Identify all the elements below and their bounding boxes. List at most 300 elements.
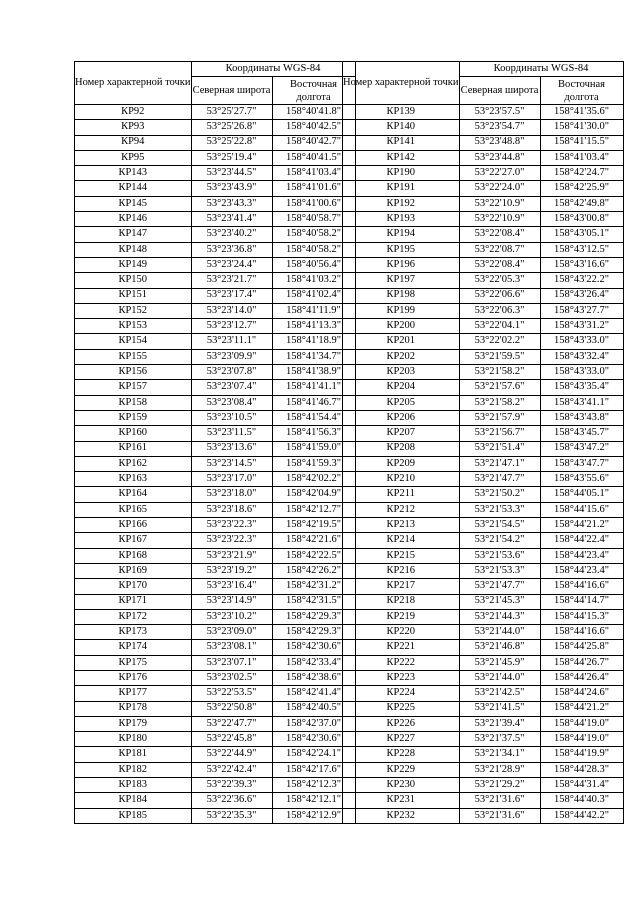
point-number-cell: КР152 — [75, 303, 192, 318]
table-row — [343, 380, 624, 395]
point-number-cell: КР231 — [343, 793, 460, 808]
longitude-cell: 158°44'16.6" — [540, 579, 623, 594]
table-row — [343, 456, 624, 471]
table-row — [343, 808, 624, 823]
table-row — [343, 395, 624, 410]
point-number-cell: КР223 — [343, 670, 460, 685]
point-number-cell: КР170 — [75, 579, 192, 594]
longitude-cell: 158°42'22.5" — [272, 548, 355, 563]
longitude-cell: 158°40'41.8" — [272, 105, 355, 120]
table-row — [75, 625, 356, 640]
longitude-cell: 158°42'19.5" — [272, 518, 355, 533]
point-number-cell: КР149 — [75, 257, 192, 272]
table-row — [343, 365, 624, 380]
latitude-cell: 53°25'19.4" — [191, 150, 272, 165]
point-number-cell: КР222 — [343, 655, 460, 670]
latitude-cell: 53°23'10.5" — [191, 410, 272, 425]
latitude-cell: 53°21'47.1" — [459, 456, 540, 471]
point-number-cell: КР151 — [75, 288, 192, 303]
table-row — [75, 135, 356, 150]
point-number-cell: КР232 — [343, 808, 460, 823]
latitude-cell: 53°22'04.1" — [459, 319, 540, 334]
point-number-cell: КР193 — [343, 212, 460, 227]
header-coordinates: Координаты WGS-84 — [191, 62, 355, 77]
latitude-cell: 53°21'34.1" — [459, 747, 540, 762]
point-number-cell: КР194 — [343, 227, 460, 242]
longitude-cell: 158°41'03.4" — [540, 150, 623, 165]
point-number-cell: КР211 — [343, 487, 460, 502]
longitude-cell: 158°40'58.2" — [272, 242, 355, 257]
longitude-cell: 158°41'59.3" — [272, 456, 355, 471]
latitude-cell: 53°21'28.9" — [459, 762, 540, 777]
header-coordinates: Координаты WGS-84 — [459, 62, 623, 77]
longitude-cell: 158°41'02.4" — [272, 288, 355, 303]
point-number-cell: КР163 — [75, 472, 192, 487]
longitude-cell: 158°43'43.8" — [540, 410, 623, 425]
longitude-cell: 158°43'12.5" — [540, 242, 623, 257]
latitude-cell: 53°22'27.0" — [459, 166, 540, 181]
latitude-cell: 53°22'53.5" — [191, 686, 272, 701]
table-row — [75, 778, 356, 793]
longitude-cell: 158°41'15.5" — [540, 135, 623, 150]
table-row — [343, 793, 624, 808]
point-number-cell: КР230 — [343, 778, 460, 793]
table-row — [343, 242, 624, 257]
table-row — [75, 716, 356, 731]
latitude-cell: 53°23'10.2" — [191, 609, 272, 624]
table-row — [343, 135, 624, 150]
table-row — [75, 196, 356, 211]
point-number-cell: КР162 — [75, 456, 192, 471]
table-row — [343, 518, 624, 533]
longitude-cell: 158°43'45.7" — [540, 426, 623, 441]
longitude-cell: 158°42'30.6" — [272, 732, 355, 747]
longitude-cell: 158°44'15.3" — [540, 609, 623, 624]
table-row — [343, 120, 624, 135]
latitude-cell: 53°21'57.6" — [459, 380, 540, 395]
latitude-cell: 53°21'29.2" — [459, 778, 540, 793]
point-number-cell: КР206 — [343, 410, 460, 425]
point-number-cell: КР183 — [75, 778, 192, 793]
point-number-cell: КР141 — [343, 135, 460, 150]
latitude-cell: 53°23'21.9" — [191, 548, 272, 563]
table-row — [75, 334, 356, 349]
table-row — [343, 686, 624, 701]
point-number-cell: КР190 — [343, 166, 460, 181]
table-row — [75, 257, 356, 272]
table-row — [75, 242, 356, 257]
point-number-cell: КР191 — [343, 181, 460, 196]
longitude-cell: 158°43'26.4" — [540, 288, 623, 303]
table-row — [75, 609, 356, 624]
point-number-cell: КР220 — [343, 625, 460, 640]
latitude-cell: 53°22'24.0" — [459, 181, 540, 196]
longitude-cell: 158°43'55.6" — [540, 472, 623, 487]
latitude-cell: 53°23'14.9" — [191, 594, 272, 609]
latitude-cell: 53°23'22.3" — [191, 533, 272, 548]
table-row — [75, 120, 356, 135]
point-number-cell: КР148 — [75, 242, 192, 257]
table-row — [343, 533, 624, 548]
longitude-cell: 158°41'01.6" — [272, 181, 355, 196]
latitude-cell: 53°23'13.6" — [191, 441, 272, 456]
table-row — [343, 732, 624, 747]
latitude-cell: 53°25'26.8" — [191, 120, 272, 135]
longitude-cell: 158°43'33.0" — [540, 365, 623, 380]
point-number-cell: КР229 — [343, 762, 460, 777]
longitude-cell: 158°43'00.8" — [540, 212, 623, 227]
table-row — [75, 594, 356, 609]
point-number-cell: КР182 — [75, 762, 192, 777]
longitude-cell: 158°43'16.6" — [540, 257, 623, 272]
point-number-cell: КР171 — [75, 594, 192, 609]
latitude-cell: 53°21'59.5" — [459, 349, 540, 364]
latitude-cell: 53°23'41.4" — [191, 212, 272, 227]
longitude-cell: 158°44'25.8" — [540, 640, 623, 655]
header-latitude: Северная широта — [191, 77, 272, 105]
table-row — [343, 349, 624, 364]
latitude-cell: 53°21'42.5" — [459, 686, 540, 701]
table-row — [75, 150, 356, 165]
latitude-cell: 53°21'53.3" — [459, 502, 540, 517]
table-body-right — [343, 105, 624, 824]
point-number-cell: КР199 — [343, 303, 460, 318]
latitude-cell: 53°23'19.2" — [191, 563, 272, 578]
table-row — [343, 655, 624, 670]
latitude-cell: 53°21'47.7" — [459, 472, 540, 487]
latitude-cell: 53°21'45.3" — [459, 594, 540, 609]
longitude-cell: 158°41'54.4" — [272, 410, 355, 425]
point-number-cell: КР212 — [343, 502, 460, 517]
longitude-cell: 158°42'21.6" — [272, 533, 355, 548]
point-number-cell: КР143 — [75, 166, 192, 181]
point-number-cell: КР184 — [75, 793, 192, 808]
table-row — [75, 456, 356, 471]
longitude-cell: 158°40'42.7" — [272, 135, 355, 150]
table-row — [75, 319, 356, 334]
latitude-cell: 53°23'17.0" — [191, 472, 272, 487]
table-row — [343, 166, 624, 181]
point-number-cell: КР160 — [75, 426, 192, 441]
latitude-cell: 53°22'08.7" — [459, 242, 540, 257]
table-row — [75, 105, 356, 120]
latitude-cell: 53°21'56.7" — [459, 426, 540, 441]
table-row — [343, 196, 624, 211]
latitude-cell: 53°23'07.1" — [191, 655, 272, 670]
table-row — [343, 410, 624, 425]
point-number-cell: КР201 — [343, 334, 460, 349]
longitude-cell: 158°44'19.0" — [540, 716, 623, 731]
latitude-cell: 53°21'45.9" — [459, 655, 540, 670]
point-number-cell: КР145 — [75, 196, 192, 211]
longitude-cell: 158°42'24.7" — [540, 166, 623, 181]
longitude-cell: 158°44'23.4" — [540, 548, 623, 563]
longitude-cell: 158°43'22.2" — [540, 273, 623, 288]
latitude-cell: 53°21'44.0" — [459, 670, 540, 685]
latitude-cell: 53°23'18.6" — [191, 502, 272, 517]
longitude-cell: 158°42'49.8" — [540, 196, 623, 211]
longitude-cell: 158°41'03.4" — [272, 166, 355, 181]
longitude-cell: 158°43'47.2" — [540, 441, 623, 456]
latitude-cell: 53°23'09.0" — [191, 625, 272, 640]
latitude-cell: 53°21'51.4" — [459, 441, 540, 456]
latitude-cell: 53°21'44.0" — [459, 625, 540, 640]
latitude-cell: 53°21'37.5" — [459, 732, 540, 747]
header-longitude: Восточная долгота — [540, 77, 623, 105]
longitude-cell: 158°44'14.7" — [540, 594, 623, 609]
point-number-cell: КР92 — [75, 105, 192, 120]
table-row — [343, 441, 624, 456]
latitude-cell: 53°23'07.8" — [191, 365, 272, 380]
latitude-cell: 53°23'44.5" — [191, 166, 272, 181]
table-row — [75, 518, 356, 533]
point-number-cell: КР142 — [343, 150, 460, 165]
table-row — [343, 747, 624, 762]
point-number-cell: КР224 — [343, 686, 460, 701]
longitude-cell: 158°44'40.3" — [540, 793, 623, 808]
latitude-cell: 53°23'40.2" — [191, 227, 272, 242]
table-row — [343, 212, 624, 227]
longitude-cell: 158°41'18.9" — [272, 334, 355, 349]
table-row — [75, 579, 356, 594]
point-number-cell: КР94 — [75, 135, 192, 150]
latitude-cell: 53°22'10.9" — [459, 196, 540, 211]
longitude-cell: 158°42'12.9" — [272, 808, 355, 823]
longitude-cell: 158°43'41.1" — [540, 395, 623, 410]
point-number-cell: КР215 — [343, 548, 460, 563]
point-number-cell: КР208 — [343, 441, 460, 456]
longitude-cell: 158°42'40.5" — [272, 701, 355, 716]
point-number-cell: КР146 — [75, 212, 192, 227]
point-number-cell: КР198 — [343, 288, 460, 303]
latitude-cell: 53°22'47.7" — [191, 716, 272, 731]
longitude-cell: 158°43'05.1" — [540, 227, 623, 242]
latitude-cell: 53°22'42.4" — [191, 762, 272, 777]
longitude-cell: 158°42'31.2" — [272, 579, 355, 594]
table-row — [75, 303, 356, 318]
table-row — [343, 273, 624, 288]
latitude-cell: 53°23'43.9" — [191, 181, 272, 196]
longitude-cell: 158°42'02.2" — [272, 472, 355, 487]
point-number-cell: КР180 — [75, 732, 192, 747]
longitude-cell: 158°42'41.4" — [272, 686, 355, 701]
table-row — [343, 426, 624, 441]
longitude-cell: 158°44'16.6" — [540, 625, 623, 640]
latitude-cell: 53°21'47.7" — [459, 579, 540, 594]
latitude-cell: 53°22'50.8" — [191, 701, 272, 716]
point-number-cell: КР150 — [75, 273, 192, 288]
longitude-cell: 158°40'58.7" — [272, 212, 355, 227]
point-number-cell: КР165 — [75, 502, 192, 517]
point-number-cell: КР210 — [343, 472, 460, 487]
longitude-cell: 158°44'42.2" — [540, 808, 623, 823]
latitude-cell: 53°23'48.8" — [459, 135, 540, 150]
point-number-cell: КР202 — [343, 349, 460, 364]
longitude-cell: 158°44'24.6" — [540, 686, 623, 701]
latitude-cell: 53°23'14.5" — [191, 456, 272, 471]
longitude-cell: 158°43'47.7" — [540, 456, 623, 471]
longitude-cell: 158°44'05.1" — [540, 487, 623, 502]
longitude-cell: 158°42'04.9" — [272, 487, 355, 502]
point-number-cell: КР174 — [75, 640, 192, 655]
table-row — [75, 487, 356, 502]
point-number-cell: КР158 — [75, 395, 192, 410]
point-number-cell: КР139 — [343, 105, 460, 120]
table-row — [343, 257, 624, 272]
longitude-cell: 158°44'28.3" — [540, 762, 623, 777]
point-number-cell: КР161 — [75, 441, 192, 456]
table-row — [75, 426, 356, 441]
longitude-cell: 158°44'19.9" — [540, 747, 623, 762]
latitude-cell: 53°23'43.3" — [191, 196, 272, 211]
table-row — [75, 793, 356, 808]
point-number-cell: КР227 — [343, 732, 460, 747]
point-number-cell: КР213 — [343, 518, 460, 533]
latitude-cell: 53°23'14.0" — [191, 303, 272, 318]
table-row — [75, 701, 356, 716]
point-number-cell: КР225 — [343, 701, 460, 716]
point-number-cell: КР169 — [75, 563, 192, 578]
table-row — [75, 288, 356, 303]
point-number-cell: КР173 — [75, 625, 192, 640]
table-row — [75, 212, 356, 227]
longitude-cell: 158°44'21.2" — [540, 701, 623, 716]
table-row — [343, 502, 624, 517]
longitude-cell: 158°41'41.1" — [272, 380, 355, 395]
table-row — [343, 609, 624, 624]
latitude-cell: 53°23'36.8" — [191, 242, 272, 257]
latitude-cell: 53°25'27.7" — [191, 105, 272, 120]
table-row — [343, 670, 624, 685]
latitude-cell: 53°21'58.2" — [459, 395, 540, 410]
table-row — [343, 563, 624, 578]
latitude-cell: 53°21'41.5" — [459, 701, 540, 716]
table-row — [343, 181, 624, 196]
point-number-cell: КР95 — [75, 150, 192, 165]
table-row — [75, 655, 356, 670]
longitude-cell: 158°43'31.2" — [540, 319, 623, 334]
table-row — [75, 472, 356, 487]
table-row — [75, 670, 356, 685]
latitude-cell: 53°21'54.2" — [459, 533, 540, 548]
point-number-cell: КР205 — [343, 395, 460, 410]
latitude-cell: 53°23'09.9" — [191, 349, 272, 364]
latitude-cell: 53°22'44.9" — [191, 747, 272, 762]
table-row — [343, 334, 624, 349]
longitude-cell: 158°43'35.4" — [540, 380, 623, 395]
longitude-cell: 158°44'26.4" — [540, 670, 623, 685]
point-number-cell: КР203 — [343, 365, 460, 380]
longitude-cell: 158°41'30.0" — [540, 120, 623, 135]
table-row — [75, 227, 356, 242]
longitude-cell: 158°41'56.3" — [272, 426, 355, 441]
latitude-cell: 53°23'57.5" — [459, 105, 540, 120]
longitude-cell: 158°42'31.5" — [272, 594, 355, 609]
point-number-cell: КР164 — [75, 487, 192, 502]
latitude-cell: 53°21'57.9" — [459, 410, 540, 425]
table-row — [75, 349, 356, 364]
point-number-cell: КР196 — [343, 257, 460, 272]
latitude-cell: 53°23'22.3" — [191, 518, 272, 533]
longitude-cell: 158°42'25.9" — [540, 181, 623, 196]
longitude-cell: 158°42'12.3" — [272, 778, 355, 793]
latitude-cell: 53°22'10.9" — [459, 212, 540, 227]
longitude-cell: 158°41'34.7" — [272, 349, 355, 364]
latitude-cell: 53°22'02.2" — [459, 334, 540, 349]
point-number-cell: КР217 — [343, 579, 460, 594]
point-number-cell: КР221 — [343, 640, 460, 655]
table-row — [343, 716, 624, 731]
longitude-cell: 158°40'58.2" — [272, 227, 355, 242]
latitude-cell: 53°21'46.8" — [459, 640, 540, 655]
table-row — [343, 319, 624, 334]
latitude-cell: 53°21'53.6" — [459, 548, 540, 563]
point-number-cell: КР166 — [75, 518, 192, 533]
table-row — [75, 640, 356, 655]
point-number-cell: КР204 — [343, 380, 460, 395]
point-number-cell: КР214 — [343, 533, 460, 548]
latitude-cell: 53°23'07.4" — [191, 380, 272, 395]
table-row — [75, 166, 356, 181]
longitude-cell: 158°44'21.2" — [540, 518, 623, 533]
longitude-cell: 158°41'03.2" — [272, 273, 355, 288]
table-row — [75, 732, 356, 747]
table-row — [343, 288, 624, 303]
latitude-cell: 53°22'06.6" — [459, 288, 540, 303]
latitude-cell: 53°23'08.4" — [191, 395, 272, 410]
point-number-cell: КР153 — [75, 319, 192, 334]
table-row — [75, 533, 356, 548]
table-row — [343, 150, 624, 165]
latitude-cell: 53°22'36.6" — [191, 793, 272, 808]
latitude-cell: 53°22'06.3" — [459, 303, 540, 318]
table-row — [343, 778, 624, 793]
point-number-cell: КР197 — [343, 273, 460, 288]
latitude-cell: 53°23'08.1" — [191, 640, 272, 655]
point-number-cell: КР93 — [75, 120, 192, 135]
longitude-cell: 158°40'41.5" — [272, 150, 355, 165]
point-number-cell: КР176 — [75, 670, 192, 685]
header-latitude: Северная широта — [459, 77, 540, 105]
latitude-cell: 53°23'21.7" — [191, 273, 272, 288]
table-row — [75, 380, 356, 395]
latitude-cell: 53°22'08.4" — [459, 257, 540, 272]
table-row — [75, 808, 356, 823]
latitude-cell: 53°23'54.7" — [459, 120, 540, 135]
point-number-cell: КР168 — [75, 548, 192, 563]
table-row — [75, 181, 356, 196]
longitude-cell: 158°44'23.4" — [540, 563, 623, 578]
table-row — [343, 579, 624, 594]
table-row — [75, 762, 356, 777]
longitude-cell: 158°41'00.6" — [272, 196, 355, 211]
point-number-cell: КР177 — [75, 686, 192, 701]
latitude-cell: 53°21'53.3" — [459, 563, 540, 578]
latitude-cell: 53°21'58.2" — [459, 365, 540, 380]
latitude-cell: 53°21'31.6" — [459, 808, 540, 823]
longitude-cell: 158°41'38.9" — [272, 365, 355, 380]
point-number-cell: КР218 — [343, 594, 460, 609]
table-row — [343, 105, 624, 120]
point-number-cell: КР155 — [75, 349, 192, 364]
point-number-cell: КР219 — [343, 609, 460, 624]
table-row — [343, 548, 624, 563]
longitude-cell: 158°43'27.7" — [540, 303, 623, 318]
longitude-cell: 158°44'19.0" — [540, 732, 623, 747]
latitude-cell: 53°21'44.3" — [459, 609, 540, 624]
latitude-cell: 53°21'54.5" — [459, 518, 540, 533]
latitude-cell: 53°23'11.1" — [191, 334, 272, 349]
